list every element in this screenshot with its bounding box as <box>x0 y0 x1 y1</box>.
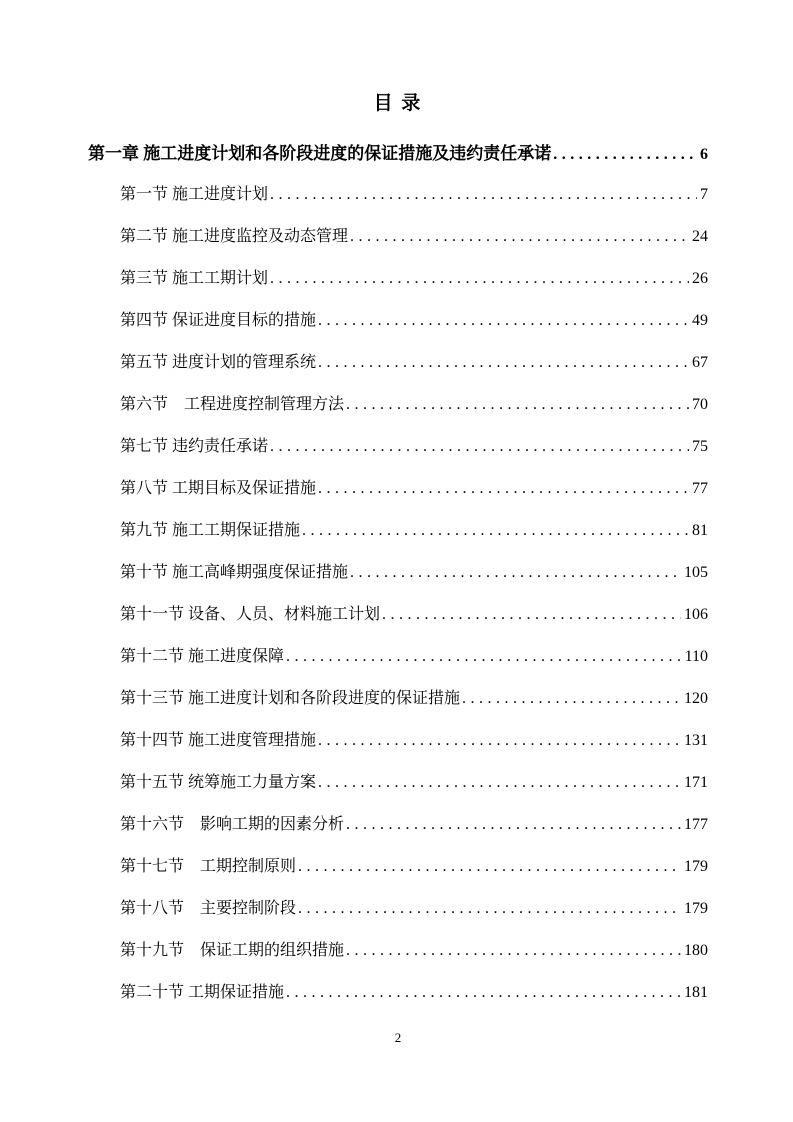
toc-section-row <box>88 426 708 468</box>
leader-dots <box>302 510 689 552</box>
leader-dots <box>286 636 682 678</box>
toc-section-row <box>88 636 708 678</box>
toc-entry-page: 179 <box>684 900 708 917</box>
toc-entry-page: 70 <box>692 396 708 413</box>
toc-entry-label: 第十八节 主要控制阶段 <box>120 900 297 917</box>
toc-entry-page: 105 <box>684 564 708 581</box>
leader-dots <box>286 972 681 1014</box>
toc-section-row <box>88 594 708 636</box>
toc-section-row <box>88 510 708 552</box>
toc-entry-page: 179 <box>684 858 708 875</box>
toc-entry-label: 第十七节 工期控制原则 <box>120 858 297 875</box>
toc-entry-page: 75 <box>692 438 708 455</box>
toc-chapter-page: 6 <box>700 146 708 163</box>
toc-entry-label: 第九节 施工工期保证措施 <box>120 522 301 539</box>
toc-entry-label: 第八节 工期目标及保证措施 <box>120 480 317 497</box>
toc-list <box>88 134 708 1014</box>
leader-dots <box>346 804 681 846</box>
toc-section-row <box>88 972 708 1014</box>
toc-entry-label: 第十三节 施工进度计划和各阶段进度的保证措施 <box>120 690 461 707</box>
toc-entry-label: 第十五节 统筹施工力量方案 <box>120 774 317 791</box>
toc-section-row <box>88 216 708 258</box>
leader-dots <box>350 552 681 594</box>
toc-section-row <box>88 678 708 720</box>
toc-entry-page: 49 <box>692 312 708 329</box>
leader-dots <box>270 174 697 216</box>
toc-entry-page: 131 <box>684 732 708 749</box>
toc-entry-label: 第十四节 施工进度管理措施 <box>120 732 317 749</box>
toc-entry-label: 第十二节 施工进度保障 <box>120 648 285 665</box>
toc-entry-label: 第五节 进度计划的管理系统 <box>120 354 317 371</box>
leader-dots <box>318 720 681 762</box>
toc-section-row <box>88 846 708 888</box>
toc-entry-page: 77 <box>692 480 708 497</box>
leader-dots <box>298 846 681 888</box>
toc-entry-label: 第十六节 影响工期的因素分析 <box>120 816 345 833</box>
leader-dots <box>270 426 689 468</box>
toc-section-row <box>88 804 708 846</box>
leader-dots <box>270 258 689 300</box>
toc-entry-label: 第一节 施工进度计划 <box>120 186 269 203</box>
toc-section-row <box>88 888 708 930</box>
toc-section-row <box>88 720 708 762</box>
toc-section-row <box>88 384 708 426</box>
footer-page-number: 2 <box>394 1030 402 1045</box>
toc-entry-label: 第四节 保证进度目标的措施 <box>120 312 317 329</box>
toc-entry-label: 第七节 违约责任承诺 <box>120 438 269 455</box>
toc-entry-page: 181 <box>684 984 708 1001</box>
toc-entry-page: 120 <box>684 690 708 707</box>
toc-section-row <box>88 342 708 384</box>
toc-entry-page: 177 <box>684 816 708 833</box>
toc-entry-label: 第六节 工程进度控制管理方法 <box>120 396 345 413</box>
toc-entry-page: 171 <box>684 774 708 791</box>
toc-entry-page: 67 <box>692 354 708 371</box>
leader-dots <box>318 762 681 804</box>
toc-entry-page: 26 <box>692 270 708 287</box>
leader-dots <box>346 930 681 972</box>
toc-section-row <box>88 552 708 594</box>
toc-entry-label: 第十一节 设备、人员、材料施工计划 <box>120 606 381 623</box>
toc-entry-label: 第三节 施工工期计划 <box>120 270 269 287</box>
leader-dots <box>350 216 689 258</box>
toc-title: 目 录 <box>373 93 423 114</box>
leader-dots <box>346 384 689 426</box>
toc-entry-page: 24 <box>692 228 708 245</box>
toc-section-row <box>88 258 708 300</box>
toc-entry-page: 81 <box>692 522 708 539</box>
leader-dots <box>318 300 689 342</box>
leader-dots <box>298 888 681 930</box>
toc-entry-label: 第十节 施工高峰期强度保证措施 <box>120 564 349 581</box>
leader-dots <box>318 468 689 510</box>
leader-dots <box>318 342 689 384</box>
leader-dots <box>382 594 681 636</box>
toc-chapter-row <box>88 134 708 174</box>
toc-section-row <box>88 762 708 804</box>
toc-section-row <box>88 930 708 972</box>
leader-dots <box>553 135 697 175</box>
toc-section-row <box>88 174 708 216</box>
toc-entry-page: 106 <box>684 606 708 623</box>
toc-section-row <box>88 468 708 510</box>
toc-chapter-label: 第一章 施工进度计划和各阶段进度的保证措施及违约责任承诺 <box>88 144 552 163</box>
toc-entry-page: 110 <box>684 648 708 665</box>
toc-entry-label: 第十九节 保证工期的组织措施 <box>120 942 345 959</box>
toc-section-row <box>88 300 708 342</box>
toc-entry-page: 7 <box>700 186 708 203</box>
toc-entry-label: 第二十节 工期保证措施 <box>120 984 285 1001</box>
toc-entry-label: 第二节 施工进度监控及动态管理 <box>120 228 349 245</box>
toc-entry-page: 180 <box>684 942 708 959</box>
leader-dots <box>462 678 681 720</box>
